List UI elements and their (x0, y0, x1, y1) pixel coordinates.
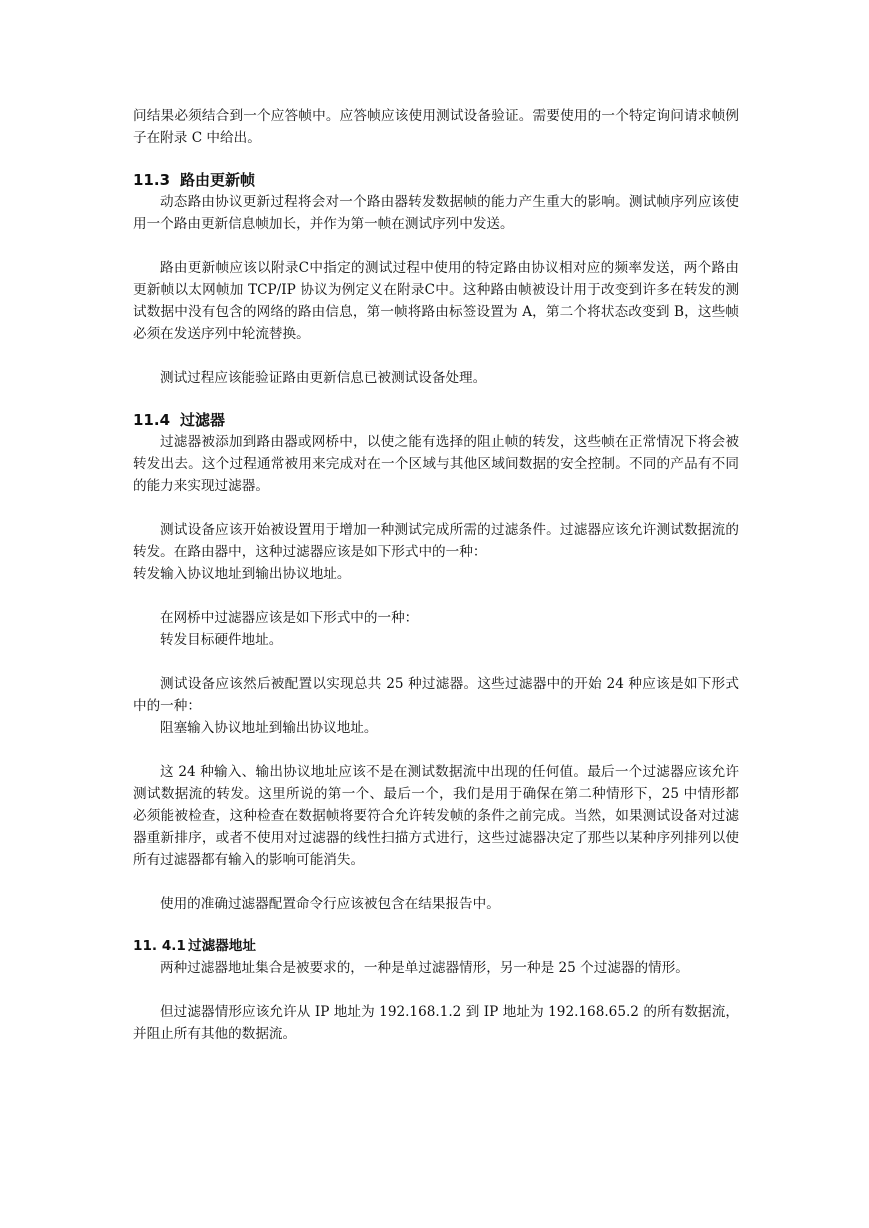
section-number: 11.3 (133, 171, 171, 189)
section-11-3-heading (133, 169, 739, 191)
section-title: 过滤器地址 (188, 938, 256, 954)
paragraph: 测试设备应该开始被设置用于增加一种测试完成所需的过滤条件。过滤器应该允许测试数据流的转发。在路由器中，这种过滤器应该是如下形式中的一种： (133, 522, 739, 560)
filter-form-line: 转发目标硬件地址。 (160, 632, 283, 648)
section-number: 11.4 (133, 411, 171, 429)
paragraph: 但过滤器情形应该允许从 IP 地址为 192.168.1.2 到 IP 地址为 192.168.65.2 的所有数据流，并阻止所有其他的数据流。 (133, 1004, 739, 1042)
paragraph: 测试设备应该然后被配置以实现总共 25 种过滤器。这些过滤器中的开始 24 种应该是如下形式中的一种： (133, 676, 739, 714)
section-title: 过滤器 (180, 411, 226, 429)
paragraph: 过滤器被添加到路由器或网桥中，以使之能有选择的阻止帧的转发，这些帧在正常情况下将会被转发出去。这个过程通常被用来完成对在一个区域与其他区域间数据的安全控制。不同的产品有不同的能力来实现过滤器。 (133, 434, 739, 494)
document-page (133, 105, 739, 1045)
section-title: 路由更新帧 (180, 171, 256, 189)
paragraph: 使用的准确过滤器配置命令行应该被包含在结果报告中。 (160, 896, 500, 912)
paragraph: 两种过滤器地址集合是被要求的，一种是单过滤器情形，另一种是 25 个过滤器的情形。 (160, 960, 689, 976)
intro-paragraph: 问结果必须结合到一个应答帧中。应答帧应该使用测试设备验证。需要使用的一个特定询问请求帧例子在附录 C 中给出。 (133, 108, 739, 146)
filter-form-line: 阻塞输入协议地址到输出协议地址。 (160, 720, 378, 736)
section-number: 11. 4.1 (133, 938, 186, 954)
paragraph: 动态路由协议更新过程将会对一个路由器转发数据帧的能力产生重大的影响。测试帧序列应该使用一个路由更新信息帧加长，并作为第一帧在测试序列中发送。 (133, 194, 739, 232)
filter-form-line: 转发输入协议地址到输出协议地址。 (133, 566, 351, 582)
paragraph: 在网桥中过滤器应该是如下形式中的一种： (160, 610, 419, 626)
paragraph: 路由更新帧应该以附录C中指定的测试过程中使用的特定路由协议相对应的频率发送，两个路由更新帧以太网帧加 TCP/IP 协议为例定义在附录C中。这种路由帧被设计用于改变到许多在转发的测试数据中没有包含的网络的路由信息，第一帧将路由标签设置为 A，第二个将状态改变到 B，这些帧必须在发送序列中轮流替换。 (133, 260, 739, 342)
paragraph: 这 24 种输入、输出协议地址应该不是在测试数据流中出现的任何值。最后一个过滤器应该允许测试数据流的转发。这里所说的第一个、最后一个，我们是用于确保在第二种情形下，25 中情形都必须能被检查，这种检查在数据帧将要符合允许转发帧的条件之前完成。当然，如果测试设备对过滤器重新排序，或者不使用对过滤器的线性扫描方式进行，这些过滤器决定了那些以某种序列排列以使所有过滤器都有输入的影响可能消失。 (133, 764, 739, 868)
section-11-4-1-heading (133, 935, 739, 957)
paragraph: 测试过程应该能验证路由更新信息已被测试设备处理。 (160, 370, 487, 386)
section-11-4-heading (133, 409, 739, 431)
